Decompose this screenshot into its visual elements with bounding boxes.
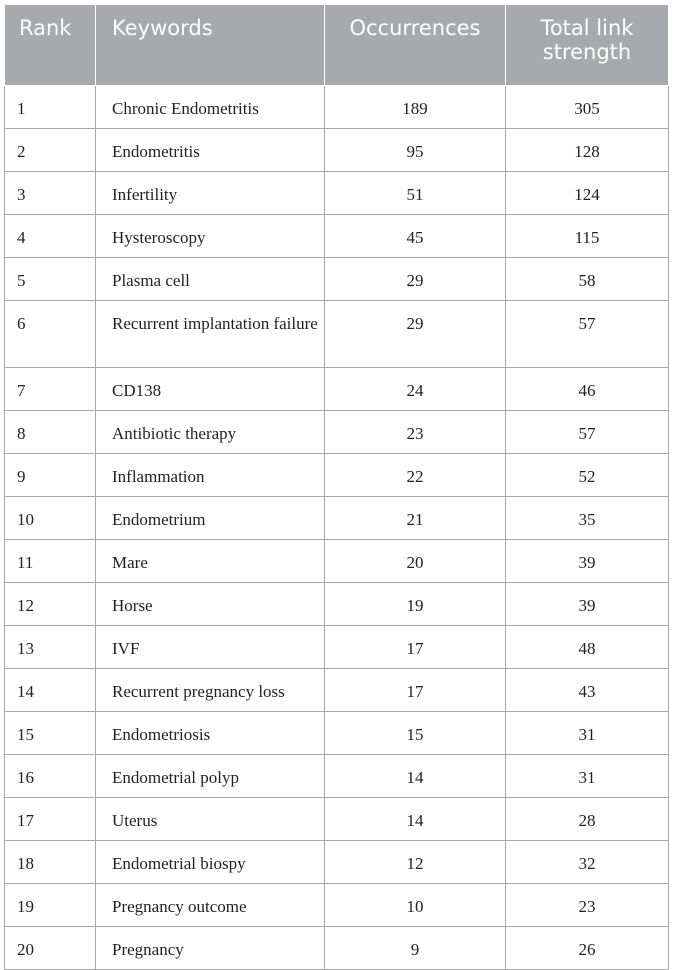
cell-rank: [5, 411, 96, 454]
cell-total-link-strength: [506, 841, 669, 884]
cell-keyword-text: Recurrent implantation failure: [112, 314, 318, 333]
cell-occurrences: [325, 841, 506, 884]
table-row: [5, 172, 669, 215]
cell-rank: [5, 626, 96, 669]
cell-rank: [5, 712, 96, 755]
table-row: [5, 258, 669, 301]
cell-keyword-text: Pregnancy outcome: [112, 897, 247, 916]
cell-total-link-strength-text: 46: [578, 381, 596, 400]
cell-occurrences-text: 14: [406, 768, 424, 787]
cell-rank-text: 9: [17, 467, 26, 486]
cell-keyword: [96, 454, 325, 497]
cell-occurrences: [325, 583, 506, 626]
cell-occurrences-text: 45: [406, 228, 424, 247]
cell-rank-text: 14: [17, 682, 34, 701]
cell-total-link-strength: [506, 669, 669, 712]
cell-occurrences-text: 22: [406, 467, 424, 486]
cell-occurrences: [325, 454, 506, 497]
cell-keyword: [96, 583, 325, 626]
cell-keyword: [96, 215, 325, 258]
cell-occurrences: [325, 540, 506, 583]
header-keywords: Keywords: [96, 5, 325, 86]
cell-keyword-text: Endometritis: [112, 142, 200, 161]
cell-total-link-strength: [506, 927, 669, 970]
cell-rank-text: 19: [17, 897, 34, 916]
cell-total-link-strength-text: 28: [578, 811, 596, 830]
table-row: [5, 368, 669, 411]
cell-rank: [5, 172, 96, 215]
cell-total-link-strength-text: 31: [578, 725, 596, 744]
cell-keyword: [96, 884, 325, 927]
cell-occurrences-text: 12: [406, 854, 424, 873]
cell-occurrences-text: 29: [406, 314, 424, 333]
cell-occurrences: [325, 86, 506, 129]
cell-occurrences: [325, 368, 506, 411]
cell-rank: [5, 215, 96, 258]
cell-occurrences-text: 21: [406, 510, 424, 529]
cell-rank-text: 12: [17, 596, 34, 615]
cell-occurrences: [325, 301, 506, 368]
cell-total-link-strength-text: 43: [578, 682, 596, 701]
cell-total-link-strength: [506, 540, 669, 583]
cell-rank-text: 6: [17, 314, 26, 333]
cell-rank: [5, 258, 96, 301]
cell-keyword: [96, 540, 325, 583]
table-body: [5, 86, 669, 970]
cell-keyword: [96, 626, 325, 669]
cell-keyword-text: Chronic Endometritis: [112, 99, 259, 118]
cell-keyword-text: CD138: [112, 381, 162, 400]
cell-rank-text: 7: [17, 381, 26, 400]
cell-occurrences-text: 95: [406, 142, 424, 161]
cell-rank: [5, 755, 96, 798]
table-row: [5, 454, 669, 497]
cell-total-link-strength-text: 39: [578, 553, 596, 572]
cell-occurrences: [325, 669, 506, 712]
cell-keyword-text: Endometrial polyp: [112, 768, 240, 787]
cell-keyword-text: Antibiotic therapy: [112, 424, 237, 443]
cell-rank-text: 11: [17, 553, 34, 572]
keywords-table: [4, 4, 669, 970]
table-row: [5, 884, 669, 927]
cell-total-link-strength-text: 128: [574, 142, 600, 161]
cell-keyword-text: Recurrent pregnancy loss: [112, 682, 285, 701]
cell-rank-text: 16: [17, 768, 34, 787]
cell-keyword: [96, 841, 325, 884]
cell-rank: [5, 301, 96, 368]
cell-total-link-strength: [506, 626, 669, 669]
cell-total-link-strength-text: 58: [578, 271, 596, 290]
cell-total-link-strength-text: 48: [578, 639, 596, 658]
cell-occurrences: [325, 755, 506, 798]
cell-occurrences-text: 189: [402, 99, 428, 118]
cell-keyword-text: Plasma cell: [112, 271, 190, 290]
header-row: [5, 5, 669, 86]
cell-occurrences-text: 17: [406, 639, 424, 658]
cell-rank-text: 15: [17, 725, 34, 744]
header-rank: Rank: [5, 5, 96, 86]
cell-occurrences: [325, 411, 506, 454]
table-row: [5, 215, 669, 258]
cell-rank-text: 10: [17, 510, 34, 529]
cell-keyword-text: Hysteroscopy: [112, 228, 206, 247]
cell-total-link-strength: [506, 755, 669, 798]
cell-occurrences-text: 15: [406, 725, 424, 744]
cell-occurrences-text: 14: [406, 811, 424, 830]
cell-total-link-strength: [506, 497, 669, 540]
cell-total-link-strength: [506, 712, 669, 755]
cell-total-link-strength-text: 57: [578, 314, 596, 333]
cell-keyword: [96, 129, 325, 172]
cell-total-link-strength: [506, 411, 669, 454]
cell-keyword-text: Mare: [112, 553, 148, 572]
cell-total-link-strength-text: 57: [578, 424, 596, 443]
cell-total-link-strength: [506, 172, 669, 215]
cell-rank-text: 18: [17, 854, 34, 873]
table-row: [5, 86, 669, 129]
cell-total-link-strength-text: 305: [574, 99, 600, 118]
cell-keyword: [96, 712, 325, 755]
cell-keyword-text: Endometrial biospy: [112, 854, 246, 873]
table-row: [5, 927, 669, 970]
cell-keyword: [96, 497, 325, 540]
cell-rank: [5, 454, 96, 497]
cell-rank: [5, 497, 96, 540]
cell-occurrences: [325, 798, 506, 841]
table-row: [5, 841, 669, 884]
cell-keyword-text: Endometriosis: [112, 725, 211, 744]
cell-rank: [5, 841, 96, 884]
cell-rank-text: 17: [17, 811, 34, 830]
table-row: [5, 712, 669, 755]
cell-rank-text: 2: [17, 142, 26, 161]
cell-occurrences-text: 23: [406, 424, 424, 443]
cell-keyword-text: Pregnancy: [112, 940, 184, 959]
cell-keyword: [96, 301, 325, 368]
table-row: [5, 497, 669, 540]
cell-rank: [5, 540, 96, 583]
header-occurrences: Occurrences: [325, 5, 506, 86]
cell-total-link-strength: [506, 798, 669, 841]
table-row: [5, 301, 669, 368]
cell-keyword: [96, 669, 325, 712]
table-row: [5, 540, 669, 583]
cell-occurrences: [325, 172, 506, 215]
cell-rank-text: 20: [17, 940, 34, 959]
cell-total-link-strength: [506, 215, 669, 258]
table-header: [5, 5, 669, 86]
cell-total-link-strength: [506, 258, 669, 301]
cell-occurrences: [325, 884, 506, 927]
cell-total-link-strength-text: 124: [574, 185, 600, 204]
table-row: [5, 626, 669, 669]
cell-total-link-strength-text: 39: [578, 596, 596, 615]
cell-keyword: [96, 172, 325, 215]
cell-total-link-strength: [506, 884, 669, 927]
cell-rank: [5, 583, 96, 626]
cell-occurrences-text: 51: [406, 185, 424, 204]
cell-total-link-strength: [506, 86, 669, 129]
cell-rank: [5, 86, 96, 129]
cell-occurrences: [325, 497, 506, 540]
cell-rank-text: 8: [17, 424, 26, 443]
cell-total-link-strength-text: 35: [578, 510, 596, 529]
cell-keyword: [96, 411, 325, 454]
cell-keyword: [96, 258, 325, 301]
cell-keyword: [96, 755, 325, 798]
cell-keyword: [96, 368, 325, 411]
cell-rank-text: 5: [17, 271, 26, 290]
cell-total-link-strength-text: 32: [578, 854, 596, 873]
cell-total-link-strength: [506, 368, 669, 411]
cell-total-link-strength: [506, 454, 669, 497]
cell-total-link-strength: [506, 583, 669, 626]
cell-occurrences-text: 19: [406, 596, 424, 615]
cell-keyword-text: IVF: [112, 639, 140, 658]
cell-occurrences-text: 10: [406, 897, 424, 916]
cell-keyword-text: Infertility: [112, 185, 178, 204]
cell-occurrences-text: 9: [410, 940, 420, 959]
table-row: [5, 411, 669, 454]
cell-occurrences: [325, 258, 506, 301]
cell-keyword-text: Uterus: [112, 811, 158, 830]
cell-keyword: [96, 927, 325, 970]
cell-keyword: [96, 86, 325, 129]
cell-rank: [5, 669, 96, 712]
cell-total-link-strength-text: 23: [578, 897, 596, 916]
cell-rank-text: 13: [17, 639, 34, 658]
cell-occurrences: [325, 215, 506, 258]
cell-occurrences-text: 29: [406, 271, 424, 290]
header-total-link-strength: Total link strength: [506, 5, 669, 86]
cell-rank: [5, 927, 96, 970]
cell-keyword-text: Inflammation: [112, 467, 205, 486]
cell-occurrences-text: 17: [406, 682, 424, 701]
cell-total-link-strength-text: 31: [578, 768, 596, 787]
table-row: [5, 669, 669, 712]
table-row: [5, 755, 669, 798]
cell-rank-text: 4: [17, 228, 26, 247]
table-row: [5, 129, 669, 172]
cell-total-link-strength-text: 52: [578, 467, 596, 486]
cell-keyword-text: Endometrium: [112, 510, 206, 529]
cell-keyword: [96, 798, 325, 841]
cell-total-link-strength-text: 26: [578, 940, 596, 959]
cell-rank: [5, 129, 96, 172]
cell-rank-text: 1: [17, 99, 26, 118]
cell-keyword-text: Horse: [112, 596, 153, 615]
cell-total-link-strength: [506, 129, 669, 172]
cell-occurrences: [325, 626, 506, 669]
cell-total-link-strength: [506, 301, 669, 368]
table-row: [5, 583, 669, 626]
cell-total-link-strength-text: 115: [574, 228, 600, 247]
cell-occurrences: [325, 927, 506, 970]
cell-occurrences: [325, 712, 506, 755]
cell-occurrences-text: 20: [406, 553, 424, 572]
cell-rank: [5, 884, 96, 927]
cell-rank: [5, 798, 96, 841]
table-row: [5, 798, 669, 841]
cell-occurrences-text: 24: [406, 381, 424, 400]
cell-rank: [5, 368, 96, 411]
cell-rank-text: 3: [17, 185, 26, 204]
cell-occurrences: [325, 129, 506, 172]
